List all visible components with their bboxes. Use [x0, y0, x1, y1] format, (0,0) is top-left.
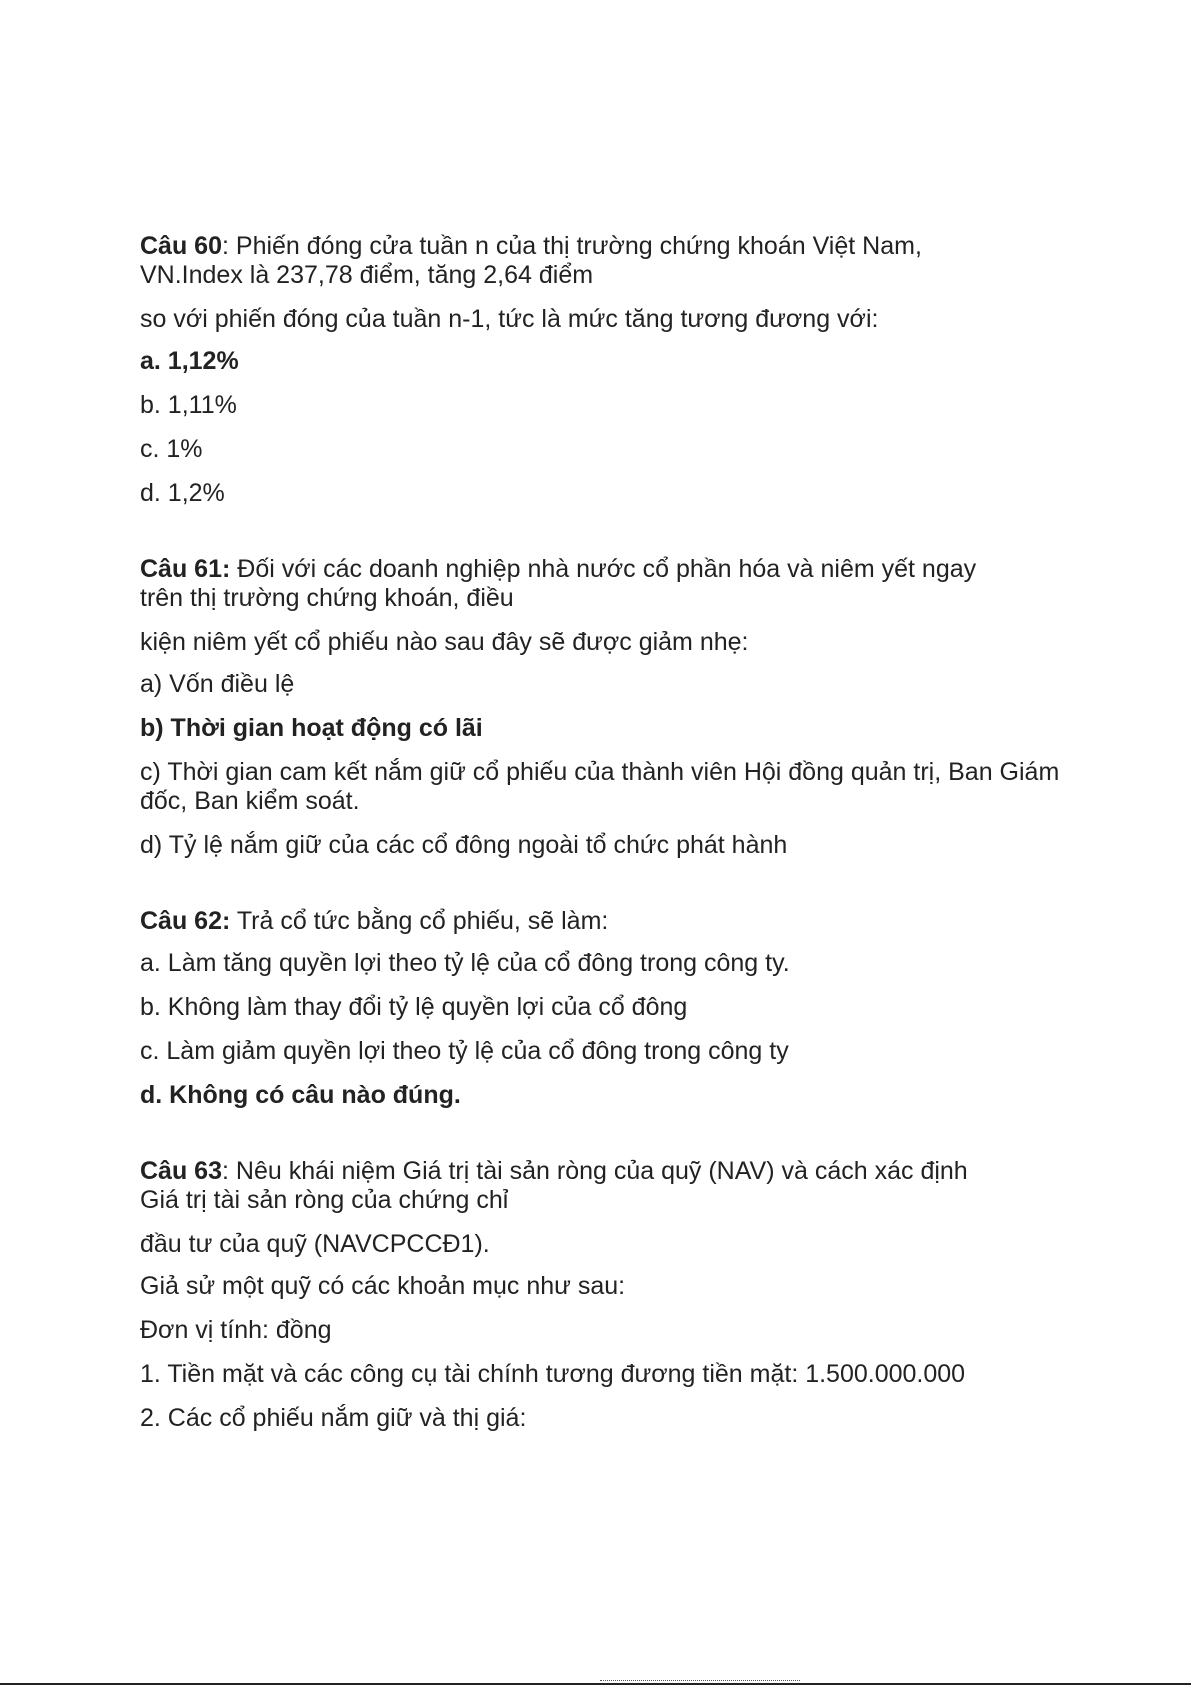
answer-option: c) Thời gian cam kết nắm giữ cổ phiếu của thành viên Hội đồng quản trị, Ban Giám đốc, Ban kiểm soát.	[140, 758, 1060, 815]
question-63	[140, 1157, 1060, 1433]
stem-line: trên thị trường chứng khoán, điều	[140, 584, 514, 612]
stem-line: Phiến đóng cửa tuần n của thị trường chứng khoán Việt Nam,	[235, 232, 922, 260]
question-separator: :	[221, 232, 236, 260]
stem-continuation: đầu tư của quỹ (NAVCPCCĐ1).	[140, 1230, 490, 1258]
answer-option-correct: b) Thời gian hoạt động có lãi	[140, 714, 483, 742]
paragraph-line: Đơn vị tính: đồng	[140, 1316, 332, 1344]
question-spacer	[140, 508, 1060, 555]
question-label: Câu 61:	[140, 555, 231, 583]
answer-option-correct: a. 1,12%	[140, 347, 239, 375]
answer-option: c. Làm giảm quyền lợi theo tỷ lệ của cổ đông trong công ty	[140, 1037, 789, 1065]
answer-option: a) Vốn điều lệ	[140, 670, 295, 698]
paragraph-line: Giả sử một quỹ có các khoản mục như sau:	[140, 1272, 626, 1300]
answer-option: d. 1,2%	[140, 479, 225, 507]
question-stem	[140, 232, 1060, 261]
question-label: Câu 62:	[140, 907, 231, 935]
question-stem	[140, 907, 1060, 936]
question-61	[140, 555, 1060, 860]
question-label: Câu 63	[140, 1157, 222, 1185]
answer-option-correct: d. Không có câu nào đúng.	[140, 1081, 461, 1109]
stem-line: Giá trị tài sản ròng của chứng chỉ	[140, 1186, 509, 1214]
question-stem	[140, 555, 1060, 584]
question-label: Câu 60	[140, 232, 222, 260]
paragraph-line: 1. Tiền mặt và các công cụ tài chính tương đương tiền mặt: 1.500.000.000	[140, 1360, 966, 1388]
paragraph-line: 2. Các cổ phiếu nắm giữ và thị giá:	[140, 1404, 527, 1432]
answer-option: c. 1%	[140, 435, 203, 463]
stem-line: Trả cổ tức bằng cổ phiếu, sẽ làm:	[236, 907, 609, 935]
question-stem	[140, 1157, 1060, 1186]
question-62	[140, 907, 1060, 1110]
question-spacer	[140, 860, 1060, 907]
answer-option: a. Làm tăng quyền lợi theo tỷ lệ của cổ đông trong công ty.	[140, 949, 790, 977]
answer-option: d) Tỷ lệ nắm giữ của các cổ đông ngoài tổ chức phát hành	[140, 831, 788, 859]
stem-line: VN.Index là 237,78 điểm, tăng 2,64 điểm	[140, 261, 594, 289]
answer-option: b. Không làm thay đổi tỷ lệ quyền lợi của cổ đông	[140, 993, 688, 1021]
stem-line: Nêu khái niệm Giá trị tài sản ròng của quỹ (NAV) và cách xác định	[235, 1157, 968, 1185]
stem-line: Đối với các doanh nghiệp nhà nước cổ phần hóa và niêm yết ngay	[237, 555, 977, 583]
answer-option: b. 1,11%	[140, 391, 237, 419]
stem-continuation: so với phiến đóng của tuần n-1, tức là mức tăng tương đương với:	[140, 305, 879, 333]
stem-continuation: kiện niêm yết cổ phiếu nào sau đây sẽ được giảm nhẹ:	[140, 628, 749, 656]
question-60	[140, 232, 1060, 508]
document-page	[140, 232, 1060, 1433]
question-separator: :	[221, 1157, 236, 1185]
question-spacer	[140, 1110, 1060, 1157]
